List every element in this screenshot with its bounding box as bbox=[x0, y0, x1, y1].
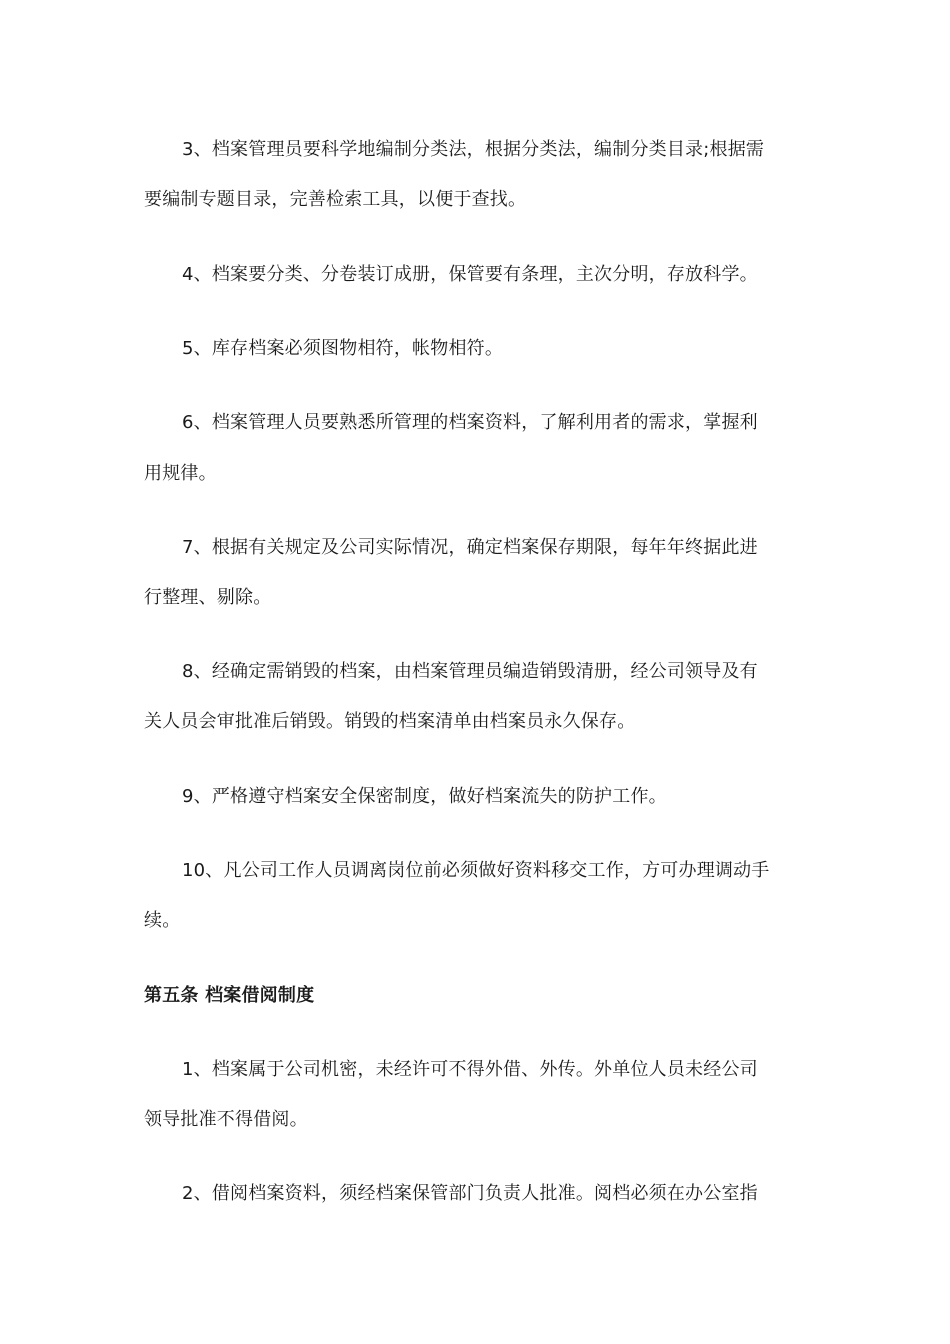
paragraph-5-line-1: 5、库存档案必须图物相符，帐物相符。 bbox=[182, 338, 504, 359]
paragraph-7-line-2: 行整理、剔除。 bbox=[144, 587, 272, 608]
paragraph-4-line-1: 4、档案要分类、分卷装订成册，保管要有条理，主次分明，存放科学。 bbox=[182, 264, 758, 285]
section-paragraph-2-line-1: 2、借阅档案资料，须经档案保管部门负责人批准。阅档必须在办公室指 bbox=[182, 1183, 758, 1204]
paragraph-6-line-1: 6、档案管理人员要熟悉所管理的档案资料，了解利用者的需求，掌握利 bbox=[182, 412, 758, 433]
section-paragraph-1-line-1: 1、档案属于公司机密，未经许可不得外借、外传。外单位人员未经公司 bbox=[182, 1059, 758, 1080]
paragraph-10-line-1: 10、凡公司工作人员调离岗位前必须做好资料移交工作，方可办理调动手 bbox=[182, 860, 770, 881]
paragraph-7-line-1: 7、根据有关规定及公司实际情况，确定档案保存期限，每年年终据此进 bbox=[182, 537, 758, 558]
paragraph-8-line-1: 8、经确定需销毁的档案，由档案管理员编造销毁清册，经公司领导及有 bbox=[182, 661, 758, 682]
section-heading: 第五条 档案借阅制度 bbox=[144, 985, 315, 1006]
paragraph-6-line-2: 用规律。 bbox=[144, 463, 217, 484]
paragraph-10-line-2: 续。 bbox=[144, 910, 181, 931]
paragraph-8-line-2: 关人员会审批准后销毁。销毁的档案清单由档案员永久保存。 bbox=[144, 711, 636, 732]
paragraph-3-line-1: 3、档案管理员要科学地编制分类法，根据分类法，编制分类目录;根据需 bbox=[182, 139, 765, 160]
paragraph-3-line-2: 要编制专题目录，完善检索工具，以便于查找。 bbox=[144, 189, 527, 210]
section-paragraph-1-line-2: 领导批准不得借阅。 bbox=[144, 1109, 308, 1130]
paragraph-9-line-1: 9、严格遵守档案安全保密制度，做好档案流失的防护工作。 bbox=[182, 786, 667, 807]
